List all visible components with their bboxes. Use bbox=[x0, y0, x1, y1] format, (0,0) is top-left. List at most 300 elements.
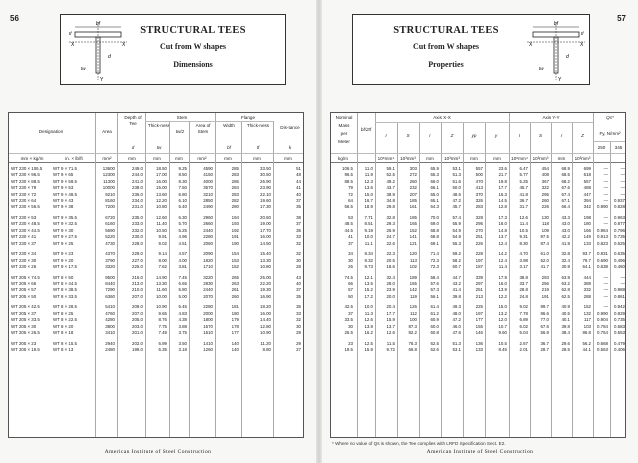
table-cell: 87.3 bbox=[408, 323, 417, 329]
header-distance: Dis-tance bbox=[280, 125, 300, 130]
unit-left-6: mm² bbox=[197, 156, 207, 161]
table-cell: 58.2 bbox=[452, 257, 461, 263]
table-cell: 43 bbox=[296, 274, 301, 280]
table-cell: 181 bbox=[231, 304, 239, 310]
table-cell: 7.75 bbox=[158, 323, 167, 329]
table-cell: 43.7 bbox=[386, 185, 395, 191]
table-cell: 0.460 bbox=[614, 264, 625, 269]
table-cell: 18.9 bbox=[364, 204, 373, 210]
table-cell: — bbox=[620, 172, 625, 178]
table-cell: 13.2 bbox=[498, 310, 507, 316]
table-cell: 2440 bbox=[203, 287, 213, 293]
table-cell: 9.73 bbox=[364, 264, 373, 269]
table-cell: 10.80 bbox=[260, 264, 271, 269]
unit-left-3: mm bbox=[128, 156, 136, 161]
table-cell: 6160 bbox=[105, 221, 115, 227]
table-cell: 185 bbox=[409, 215, 417, 220]
table-cell: 48.0 bbox=[452, 310, 461, 316]
table-cell: 71.4 bbox=[430, 251, 439, 257]
table-cell: 12.0 bbox=[498, 317, 507, 323]
table-cell: 14.5 bbox=[498, 198, 507, 203]
table-cell: 4150 bbox=[203, 172, 213, 178]
table-cell: 28 bbox=[296, 264, 301, 269]
table-cell: 63.2 bbox=[561, 281, 570, 286]
table-cell: 26 bbox=[348, 264, 353, 269]
table-cell: 241.0 bbox=[132, 178, 143, 184]
table-cell: 16.3 bbox=[498, 191, 507, 197]
table-cell: 67.6 bbox=[540, 323, 549, 329]
table-cell: 238.0 bbox=[132, 185, 143, 191]
table-cell: WT 205 × 23 bbox=[11, 340, 37, 346]
table-cell: 77.0 bbox=[540, 317, 549, 323]
table-cell: 10.7 bbox=[498, 323, 507, 329]
table-cell: 288 bbox=[583, 293, 591, 299]
table-cell: 210.0 bbox=[132, 287, 143, 293]
column-divider bbox=[189, 121, 190, 438]
table-cell: 2090 bbox=[203, 251, 213, 257]
table-cell: 20.4 bbox=[386, 304, 395, 310]
table-cell: 102 bbox=[409, 264, 417, 269]
table-cell: — bbox=[603, 274, 608, 280]
header-distance-symbol: k bbox=[288, 145, 292, 150]
table-cell: 7290 bbox=[105, 287, 115, 293]
table-cell: 22.20 bbox=[260, 281, 271, 286]
table-cell: WT 9 × 30 bbox=[53, 227, 74, 233]
column-divider bbox=[169, 121, 170, 438]
table-cell: 194 bbox=[231, 215, 239, 220]
table-cell: 47.2 bbox=[452, 317, 461, 323]
table-cell: 47.6 bbox=[452, 330, 461, 335]
table-cell: 20.60 bbox=[260, 215, 271, 220]
table-cell: 17.3 bbox=[498, 215, 507, 220]
table-cell: 56.9 bbox=[540, 330, 549, 335]
table-cell: 2960 bbox=[203, 215, 213, 220]
unit-right-2: 10⁶mm⁴ bbox=[377, 156, 395, 161]
table-cell: 7.50 bbox=[178, 185, 187, 191]
table-cell: 260 bbox=[541, 198, 549, 203]
table-cell: 13.60 bbox=[156, 191, 167, 197]
table-cell: — bbox=[620, 274, 625, 280]
header-ryy: r bbox=[560, 133, 563, 138]
table-cell: 199.0 bbox=[132, 347, 143, 352]
table-cell: 270 bbox=[475, 227, 483, 233]
column-divider bbox=[117, 113, 118, 437]
table-cell: WT 9 × 35.5 bbox=[53, 215, 77, 220]
table-cell: 3410 bbox=[105, 330, 115, 335]
table-cell: 283 bbox=[231, 172, 239, 178]
table-cell: 33 bbox=[296, 310, 301, 316]
table-cell: 100 bbox=[409, 317, 417, 323]
table-cell: 16.0 bbox=[498, 221, 507, 227]
header-fy-345: 345 bbox=[614, 145, 623, 150]
table-cell: — bbox=[620, 166, 625, 171]
header-meter: Meter bbox=[338, 139, 350, 144]
table-cell: 202.0 bbox=[132, 340, 143, 346]
table-cell: 192 bbox=[231, 227, 239, 233]
table-cell: WT 205 × 74.5 bbox=[11, 274, 40, 280]
table-cell: 47.2 bbox=[452, 198, 461, 203]
table-cell: 37 bbox=[296, 221, 301, 227]
table-cell: 2940 bbox=[105, 340, 115, 346]
table-cell: 154 bbox=[231, 251, 239, 257]
table-cell: 53.1 bbox=[452, 166, 461, 171]
header-syy: S bbox=[538, 133, 543, 138]
table-cell: 41.8 bbox=[519, 191, 528, 197]
column-divider bbox=[419, 122, 420, 438]
table-cell: 29 bbox=[296, 340, 301, 346]
table-cell: 140 bbox=[231, 340, 239, 346]
table-cell: 4.57 bbox=[178, 251, 187, 257]
table-cell: 295 bbox=[541, 191, 549, 197]
table-cell: WT 9 × 25 bbox=[53, 240, 74, 246]
table-cell: 153 bbox=[231, 257, 239, 263]
table-cell: 12.3 bbox=[364, 178, 373, 184]
table-cell: 283 bbox=[231, 191, 239, 197]
table-cell: 213 bbox=[475, 293, 483, 299]
table-cell: 10.90 bbox=[156, 304, 167, 310]
table-cell: 12.8 bbox=[498, 204, 507, 210]
table-cell: 21.7 bbox=[498, 172, 507, 178]
table-cell: WT 9 × 38 bbox=[53, 204, 74, 210]
header-y: y bbox=[494, 133, 498, 138]
unit-right-10: mm bbox=[557, 156, 566, 161]
table-cell: 12.6 bbox=[386, 330, 395, 335]
table-cell: 3.17 bbox=[519, 264, 528, 269]
table-cell: 51 bbox=[296, 166, 301, 171]
table-cell: 38.4 bbox=[561, 330, 570, 335]
table-cell: 293 bbox=[541, 274, 549, 280]
table-cell: 326 bbox=[475, 198, 483, 203]
table-cell: 35 bbox=[296, 227, 301, 233]
table-cell: 72.3 bbox=[430, 264, 439, 269]
table-cell: 0.861 bbox=[614, 293, 625, 299]
table-cell: WT 8 × 25 bbox=[53, 310, 74, 316]
table-cell: 447 bbox=[583, 191, 591, 197]
table-cell: 56.5 bbox=[344, 204, 353, 210]
table-cell: 1800 bbox=[203, 317, 213, 323]
table-cell: 0.963 bbox=[614, 215, 625, 220]
table-cell: 2850 bbox=[203, 198, 213, 203]
table-cell: 33.5 bbox=[344, 317, 353, 323]
table-cell: 8.34 bbox=[364, 251, 373, 257]
table-cell: 11300 bbox=[103, 178, 115, 184]
table-cell: 32.8 bbox=[386, 215, 395, 220]
table-cell: 69.1 bbox=[430, 240, 439, 246]
header-axis-yy: Axis Y-Y bbox=[542, 115, 560, 120]
table-cell: 36.7 bbox=[540, 340, 549, 346]
table-cell: — bbox=[603, 304, 608, 310]
table-cell: 52.0 bbox=[540, 257, 549, 263]
header-sxx: S bbox=[406, 133, 410, 138]
column-divider bbox=[530, 122, 531, 438]
table-cell: 251 bbox=[475, 287, 483, 293]
column-divider bbox=[441, 122, 442, 438]
svg-text:d: d bbox=[108, 54, 111, 60]
unit-right-6: mm bbox=[470, 156, 478, 161]
table-cell: 28.7 bbox=[540, 347, 549, 352]
table-cell: 88.5 bbox=[344, 178, 353, 184]
header-ixx: I bbox=[385, 133, 387, 138]
table-cell: 225 bbox=[475, 304, 483, 310]
header-stem-thickness-symbol: tw bbox=[156, 145, 162, 150]
table-cell: — bbox=[620, 281, 625, 286]
table-cell: 15.9 bbox=[386, 317, 395, 323]
unit-left-4: mm bbox=[153, 156, 161, 161]
table-cell: 203.0 bbox=[132, 323, 143, 329]
table-cell: 0.784 bbox=[597, 323, 608, 329]
table-cell: 29.6 bbox=[561, 340, 570, 346]
table-cell: 205.0 bbox=[132, 317, 143, 323]
table-cell: 29.8 bbox=[386, 204, 395, 210]
table-cell: 2070 bbox=[203, 293, 213, 299]
table-cell: 11.1 bbox=[364, 240, 373, 246]
table-cell: 225.0 bbox=[132, 264, 143, 269]
table-cell: 39.8 bbox=[561, 323, 570, 329]
table-cell: 285 bbox=[231, 166, 239, 171]
table-cell: 260 bbox=[409, 178, 417, 184]
table-cell: 41.7 bbox=[540, 264, 549, 269]
table-cell: WT 205 × 33.5 bbox=[11, 317, 40, 323]
table-cell: 454 bbox=[541, 166, 549, 171]
table-cell: 41 bbox=[348, 234, 353, 240]
table-cell: 2.01 bbox=[519, 347, 528, 352]
table-cell: 30.50 bbox=[260, 172, 271, 178]
header-fy: Fy, N/mm² bbox=[599, 131, 621, 136]
table-cell: 470 bbox=[475, 178, 483, 184]
table-cell: 233.0 bbox=[132, 221, 143, 227]
table-cell: — bbox=[620, 178, 625, 184]
table-cell: 2280 bbox=[203, 304, 213, 310]
table-cell: 0.638 bbox=[597, 264, 608, 269]
table-cell: 44 bbox=[296, 178, 301, 184]
column-divider bbox=[357, 113, 358, 437]
table-cell: 38 bbox=[296, 215, 301, 220]
table-cell: 51.3 bbox=[452, 340, 461, 346]
table-cell: 7.71 bbox=[364, 215, 373, 220]
table-cell: 12.20 bbox=[156, 198, 167, 203]
table-cell: 36.7 bbox=[519, 198, 528, 203]
table-cell: 272 bbox=[409, 172, 417, 178]
table-cell: 1410 bbox=[203, 340, 213, 346]
table-cell: 207.0 bbox=[132, 310, 143, 316]
table-cell: 55.9 bbox=[452, 221, 461, 227]
column-divider bbox=[551, 122, 552, 438]
table-cell: 65.0 bbox=[430, 191, 439, 197]
table-cell: 3320 bbox=[105, 264, 115, 269]
table-cell: 0.823 bbox=[597, 240, 608, 246]
table-cell: 190 bbox=[231, 240, 239, 246]
table-cell: 388 bbox=[583, 281, 591, 286]
table-cell: 97.5 bbox=[540, 234, 549, 240]
header-yp: yp bbox=[471, 133, 477, 138]
table-cell: — bbox=[603, 293, 608, 299]
table-cell: 251 bbox=[475, 234, 483, 240]
table-cell: 12.4 bbox=[498, 257, 507, 263]
table-cell: 35 bbox=[296, 204, 301, 210]
svg-text:tf: tf bbox=[69, 31, 72, 36]
table-cell: 177 bbox=[231, 330, 239, 335]
table-cell: 66.4 bbox=[561, 204, 570, 210]
table-cell: 15.9 bbox=[364, 347, 373, 352]
header-stem-group: Stem bbox=[176, 115, 188, 120]
table-cell: — bbox=[603, 166, 608, 171]
table-cell: 20.0 bbox=[386, 293, 395, 299]
table-cell: 7.45 bbox=[178, 274, 187, 280]
table-cell: 59.1 bbox=[386, 166, 395, 171]
table-cell: 48 bbox=[296, 172, 301, 178]
table-cell: 4760 bbox=[105, 310, 115, 316]
table-cell: WT 8 × 50 bbox=[53, 274, 74, 280]
table-cell: WT 9 × 27.5 bbox=[53, 234, 77, 240]
header-divider bbox=[215, 121, 273, 122]
table-cell: 155 bbox=[475, 323, 483, 329]
svg-text:tw: tw bbox=[81, 66, 86, 71]
table-cell: 444 bbox=[583, 274, 591, 280]
table-cell: 165 bbox=[409, 221, 417, 227]
header-area: Area bbox=[102, 129, 112, 134]
header-divider bbox=[9, 153, 304, 154]
table-cell: 117 bbox=[584, 317, 591, 323]
table-cell: WT 230 × 26 bbox=[11, 264, 37, 269]
table-cell: 23.90 bbox=[260, 185, 271, 191]
table-cell: 15.00 bbox=[156, 185, 167, 191]
unit-left-2: mm² bbox=[102, 156, 112, 161]
table-cell: 40.5 bbox=[561, 310, 570, 316]
table-cell: 4370 bbox=[105, 251, 115, 257]
table-cell: 394 bbox=[583, 198, 591, 203]
table-cell: 12.6 bbox=[519, 215, 528, 220]
header-ratio: bf/2tf bbox=[360, 127, 372, 132]
column-divider bbox=[215, 113, 216, 437]
table-cell: 26.90 bbox=[260, 178, 271, 184]
table-cell: 367 bbox=[541, 178, 549, 184]
table-cell: 32 bbox=[296, 251, 301, 257]
table-cell: 2280 bbox=[203, 234, 213, 240]
svg-text:tf: tf bbox=[581, 31, 584, 36]
table-cell: 0.988 bbox=[614, 287, 625, 293]
table-cell: 0.904 bbox=[597, 317, 608, 323]
table-cell: 8440 bbox=[105, 281, 115, 286]
table-cell: 16.00 bbox=[260, 310, 271, 316]
page-number-left: 56 bbox=[10, 14, 19, 23]
table-cell: 303 bbox=[409, 166, 417, 171]
table-cell: 1260 bbox=[203, 347, 213, 352]
table-cell: 2480 bbox=[105, 347, 115, 352]
table-cell: 4.96 bbox=[178, 234, 187, 240]
table-cell: 17.7 bbox=[498, 185, 507, 191]
table-cell: 4730 bbox=[105, 240, 115, 246]
table-cell: WT 8 × 15.5 bbox=[53, 340, 77, 346]
table-row bbox=[9, 294, 303, 300]
column-divider bbox=[572, 122, 573, 438]
table-cell: 42.5 bbox=[344, 304, 353, 310]
header-mass: Mass bbox=[338, 123, 350, 128]
table-cell: 207.0 bbox=[132, 293, 143, 299]
svg-text:d: d bbox=[566, 54, 569, 60]
table-cell: 63.9 bbox=[561, 274, 570, 280]
table-cell: 10.00 bbox=[156, 293, 167, 299]
header-divider bbox=[593, 141, 626, 142]
table-cell: 52.5 bbox=[386, 172, 395, 178]
table-cell: 32.4 bbox=[386, 274, 395, 280]
table-cell: 413 bbox=[475, 185, 483, 191]
table-cell: 20.5 bbox=[386, 257, 395, 263]
table-cell: 13.7 bbox=[498, 234, 507, 240]
left-title: STRUCTURAL TEES bbox=[140, 25, 246, 36]
table-cell: 53 bbox=[348, 215, 353, 220]
svg-text:X: X bbox=[580, 42, 584, 48]
table-cell: 44.5 bbox=[344, 227, 353, 233]
table-cell: 28.5 bbox=[561, 347, 570, 352]
header-depth-symbol: d bbox=[131, 145, 135, 150]
table-cell: 28.0 bbox=[386, 281, 395, 286]
column-divider bbox=[593, 113, 594, 437]
table-cell: — bbox=[603, 185, 608, 191]
table-cell: 18.20 bbox=[260, 304, 271, 310]
table-cell: 6.10 bbox=[178, 198, 187, 203]
table-cell: 180 bbox=[231, 310, 239, 316]
table-cell: 256 bbox=[541, 281, 549, 286]
table-cell: 13.30 bbox=[156, 281, 167, 286]
table-cell: WT 205 × 50 bbox=[11, 293, 37, 299]
table-cell: 14.2 bbox=[498, 251, 507, 257]
right-section-label: Properties bbox=[428, 60, 464, 69]
table-cell: 15.0 bbox=[498, 304, 507, 310]
table-cell: 32.8 bbox=[561, 251, 570, 257]
table-cell: 49.2 bbox=[386, 178, 395, 184]
table-cell: 14.50 bbox=[260, 240, 271, 246]
table-cell: 38.8 bbox=[519, 274, 528, 280]
table-cell: WT 8 × 44.5 bbox=[53, 281, 77, 286]
table-cell: 51.6 bbox=[452, 178, 461, 184]
header-rxx: r bbox=[429, 133, 431, 138]
table-cell: 60.7 bbox=[452, 264, 461, 269]
table-cell: 46.0 bbox=[452, 323, 461, 329]
table-cell: 11.60 bbox=[156, 287, 167, 293]
table-cell: 332 bbox=[583, 287, 591, 293]
table-cell: 38.9 bbox=[386, 191, 395, 197]
table-cell: 227.0 bbox=[132, 257, 143, 263]
table-cell: 72 bbox=[348, 191, 353, 197]
table-cell: 11.9 bbox=[364, 172, 373, 178]
table-cell: 13.6 bbox=[364, 185, 373, 191]
table-cell: 45.7 bbox=[519, 185, 528, 191]
header-depth: Depth of Tee bbox=[124, 115, 142, 126]
table-cell: 0.796 bbox=[614, 227, 625, 233]
table-cell: 6.99 bbox=[158, 340, 167, 346]
svg-text:tw: tw bbox=[539, 66, 544, 71]
table-cell: 30 bbox=[296, 323, 301, 329]
table-cell: 9.19 bbox=[364, 227, 373, 233]
table-cell: 5.77 bbox=[519, 172, 528, 178]
table-cell: 3210 bbox=[203, 191, 213, 197]
column-divider bbox=[485, 122, 486, 438]
table-cell: 9500 bbox=[105, 274, 115, 280]
table-cell: 6360 bbox=[105, 293, 115, 299]
table-cell: 68.9 bbox=[561, 166, 570, 171]
header-designation: Designation bbox=[38, 129, 64, 134]
table-cell: 5410 bbox=[105, 304, 115, 310]
table-cell: 29 bbox=[296, 330, 301, 335]
table-cell: 19.60 bbox=[260, 198, 271, 203]
column-divider bbox=[610, 141, 611, 438]
unit-right-4: mm bbox=[426, 156, 434, 161]
table-cell: WT 205 × 30 bbox=[11, 323, 37, 329]
table-cell: 136 bbox=[475, 340, 483, 346]
left-page bbox=[0, 0, 316, 463]
table-cell: 10.5 bbox=[498, 340, 507, 346]
table-cell: 152 bbox=[231, 264, 239, 269]
